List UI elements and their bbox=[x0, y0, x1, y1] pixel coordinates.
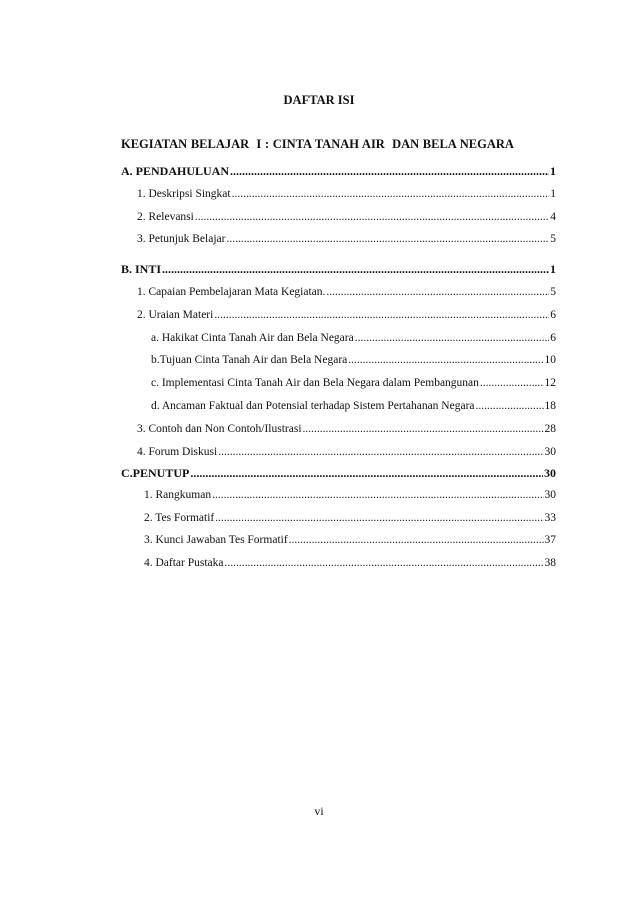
footer-page-number: vi bbox=[314, 804, 324, 818]
dot-leader bbox=[476, 399, 544, 413]
toc-entry-page: 37 bbox=[544, 534, 556, 546]
toc-entry-label: 1. Capaian Pembelajaran Mata Kegiatan. bbox=[137, 286, 326, 298]
module-heading: KEGIATAN BELAJAR I : CINTA TANAH AIR DAN BELA NEGARA bbox=[121, 137, 514, 151]
toc-entry-deskripsi-singkat[interactable] bbox=[137, 187, 556, 201]
toc-entry-uraian-materi[interactable] bbox=[137, 308, 556, 322]
toc-entry-page: 28 bbox=[544, 423, 556, 435]
dot-leader bbox=[212, 488, 543, 502]
dot-leader bbox=[289, 533, 544, 547]
toc-entry-page: 38 bbox=[544, 557, 556, 569]
dot-leader bbox=[355, 331, 550, 345]
toc-entry-implementasi[interactable] bbox=[151, 376, 556, 390]
dot-leader bbox=[348, 353, 543, 367]
toc-entry-label: 1. Rangkuman bbox=[144, 489, 212, 501]
dot-leader bbox=[218, 445, 543, 459]
dot-leader bbox=[225, 556, 544, 570]
toc-entry-page: 10 bbox=[544, 354, 556, 366]
dot-leader bbox=[326, 285, 549, 299]
toc-entry-petunjuk-belajar[interactable] bbox=[137, 232, 556, 246]
toc-entry-page: 12 bbox=[544, 377, 556, 389]
toc-entry-label: 3. Contoh dan Non Contoh/Ilustrasi bbox=[137, 423, 302, 435]
dot-leader bbox=[303, 422, 544, 436]
toc-entry-label: 2. Relevansi bbox=[137, 211, 194, 223]
toc-entry-penutup[interactable] bbox=[121, 466, 556, 480]
dot-leader bbox=[215, 511, 543, 525]
toc-entry-page: 30 bbox=[544, 489, 556, 501]
dot-leader bbox=[162, 262, 549, 276]
toc-entry-page: 6 bbox=[550, 332, 556, 344]
toc-entry-pendahuluan[interactable] bbox=[121, 164, 556, 178]
toc-entry-relevansi[interactable] bbox=[137, 210, 556, 224]
toc-entry-page: 6 bbox=[550, 309, 556, 321]
toc-entry-label: a. Hakikat Cinta Tanah Air dan Bela Negara bbox=[151, 332, 354, 344]
toc-entry-label: 3. Petunjuk Belajar bbox=[137, 233, 226, 245]
dot-leader bbox=[226, 232, 549, 246]
toc-entry-capaian-pembelajaran[interactable] bbox=[137, 285, 556, 299]
toc-entry-label: 2. Uraian Materi bbox=[137, 309, 214, 321]
toc-entry-tujuan[interactable] bbox=[151, 353, 556, 367]
toc-entry-label: 4. Daftar Pustaka bbox=[144, 557, 224, 569]
toc-entry-label: 2. Tes Formatif bbox=[144, 512, 215, 524]
toc-entry-label: C.PENUTUP bbox=[121, 466, 190, 480]
toc-entry-daftar-pustaka[interactable] bbox=[144, 556, 556, 570]
toc-entry-contoh[interactable] bbox=[137, 422, 556, 436]
dot-leader bbox=[195, 210, 549, 224]
toc-entry-label: B. INTI bbox=[121, 262, 162, 276]
toc-entry-page: 5 bbox=[550, 233, 556, 245]
toc-entry-ancaman[interactable] bbox=[151, 399, 556, 413]
page-title: DAFTAR ISI bbox=[283, 93, 355, 107]
toc-entry-tes-formatif[interactable] bbox=[144, 511, 556, 525]
toc-entry-label: 1. Deskripsi Singkat bbox=[137, 188, 231, 200]
toc-entry-page: 5 bbox=[550, 286, 556, 298]
dot-leader bbox=[214, 308, 549, 322]
toc-entry-page: 33 bbox=[544, 512, 556, 524]
toc-entry-label: d. Ancaman Faktual dan Potensial terhadap Sistem Pertahanan Negara bbox=[151, 400, 475, 412]
toc-entry-page: 1 bbox=[550, 188, 556, 200]
toc-entry-page: 4 bbox=[550, 211, 556, 223]
toc-entry-page: 18 bbox=[544, 400, 556, 412]
toc-entry-inti[interactable] bbox=[121, 262, 556, 276]
dot-leader bbox=[480, 376, 544, 390]
dot-leader bbox=[230, 164, 549, 178]
toc-entry-rangkuman[interactable] bbox=[144, 488, 556, 502]
toc-entry-label: 4. Forum Diskusi bbox=[137, 446, 218, 458]
dot-leader bbox=[232, 187, 550, 201]
toc-entry-page: 30 bbox=[544, 446, 556, 458]
toc-entry-label: A. PENDAHULUAN bbox=[121, 164, 229, 178]
toc-entry-page: 1 bbox=[550, 262, 556, 276]
dot-leader bbox=[190, 466, 543, 480]
toc-entry-forum-diskusi[interactable] bbox=[137, 445, 556, 459]
toc-entry-kunci-jawaban[interactable] bbox=[144, 533, 556, 547]
toc-entry-label: c. Implementasi Cinta Tanah Air dan Bela Negara dalam Pembangunan bbox=[151, 377, 479, 389]
toc-entry-page: 30 bbox=[544, 466, 556, 480]
toc-entry-label: b.Tujuan Cinta Tanah Air dan Bela Negara bbox=[151, 354, 348, 366]
toc-entry-hakikat[interactable] bbox=[151, 331, 556, 345]
toc-entry-label: 3. Kunci Jawaban Tes Formatif bbox=[144, 534, 288, 546]
toc-entry-page: 1 bbox=[550, 164, 556, 178]
